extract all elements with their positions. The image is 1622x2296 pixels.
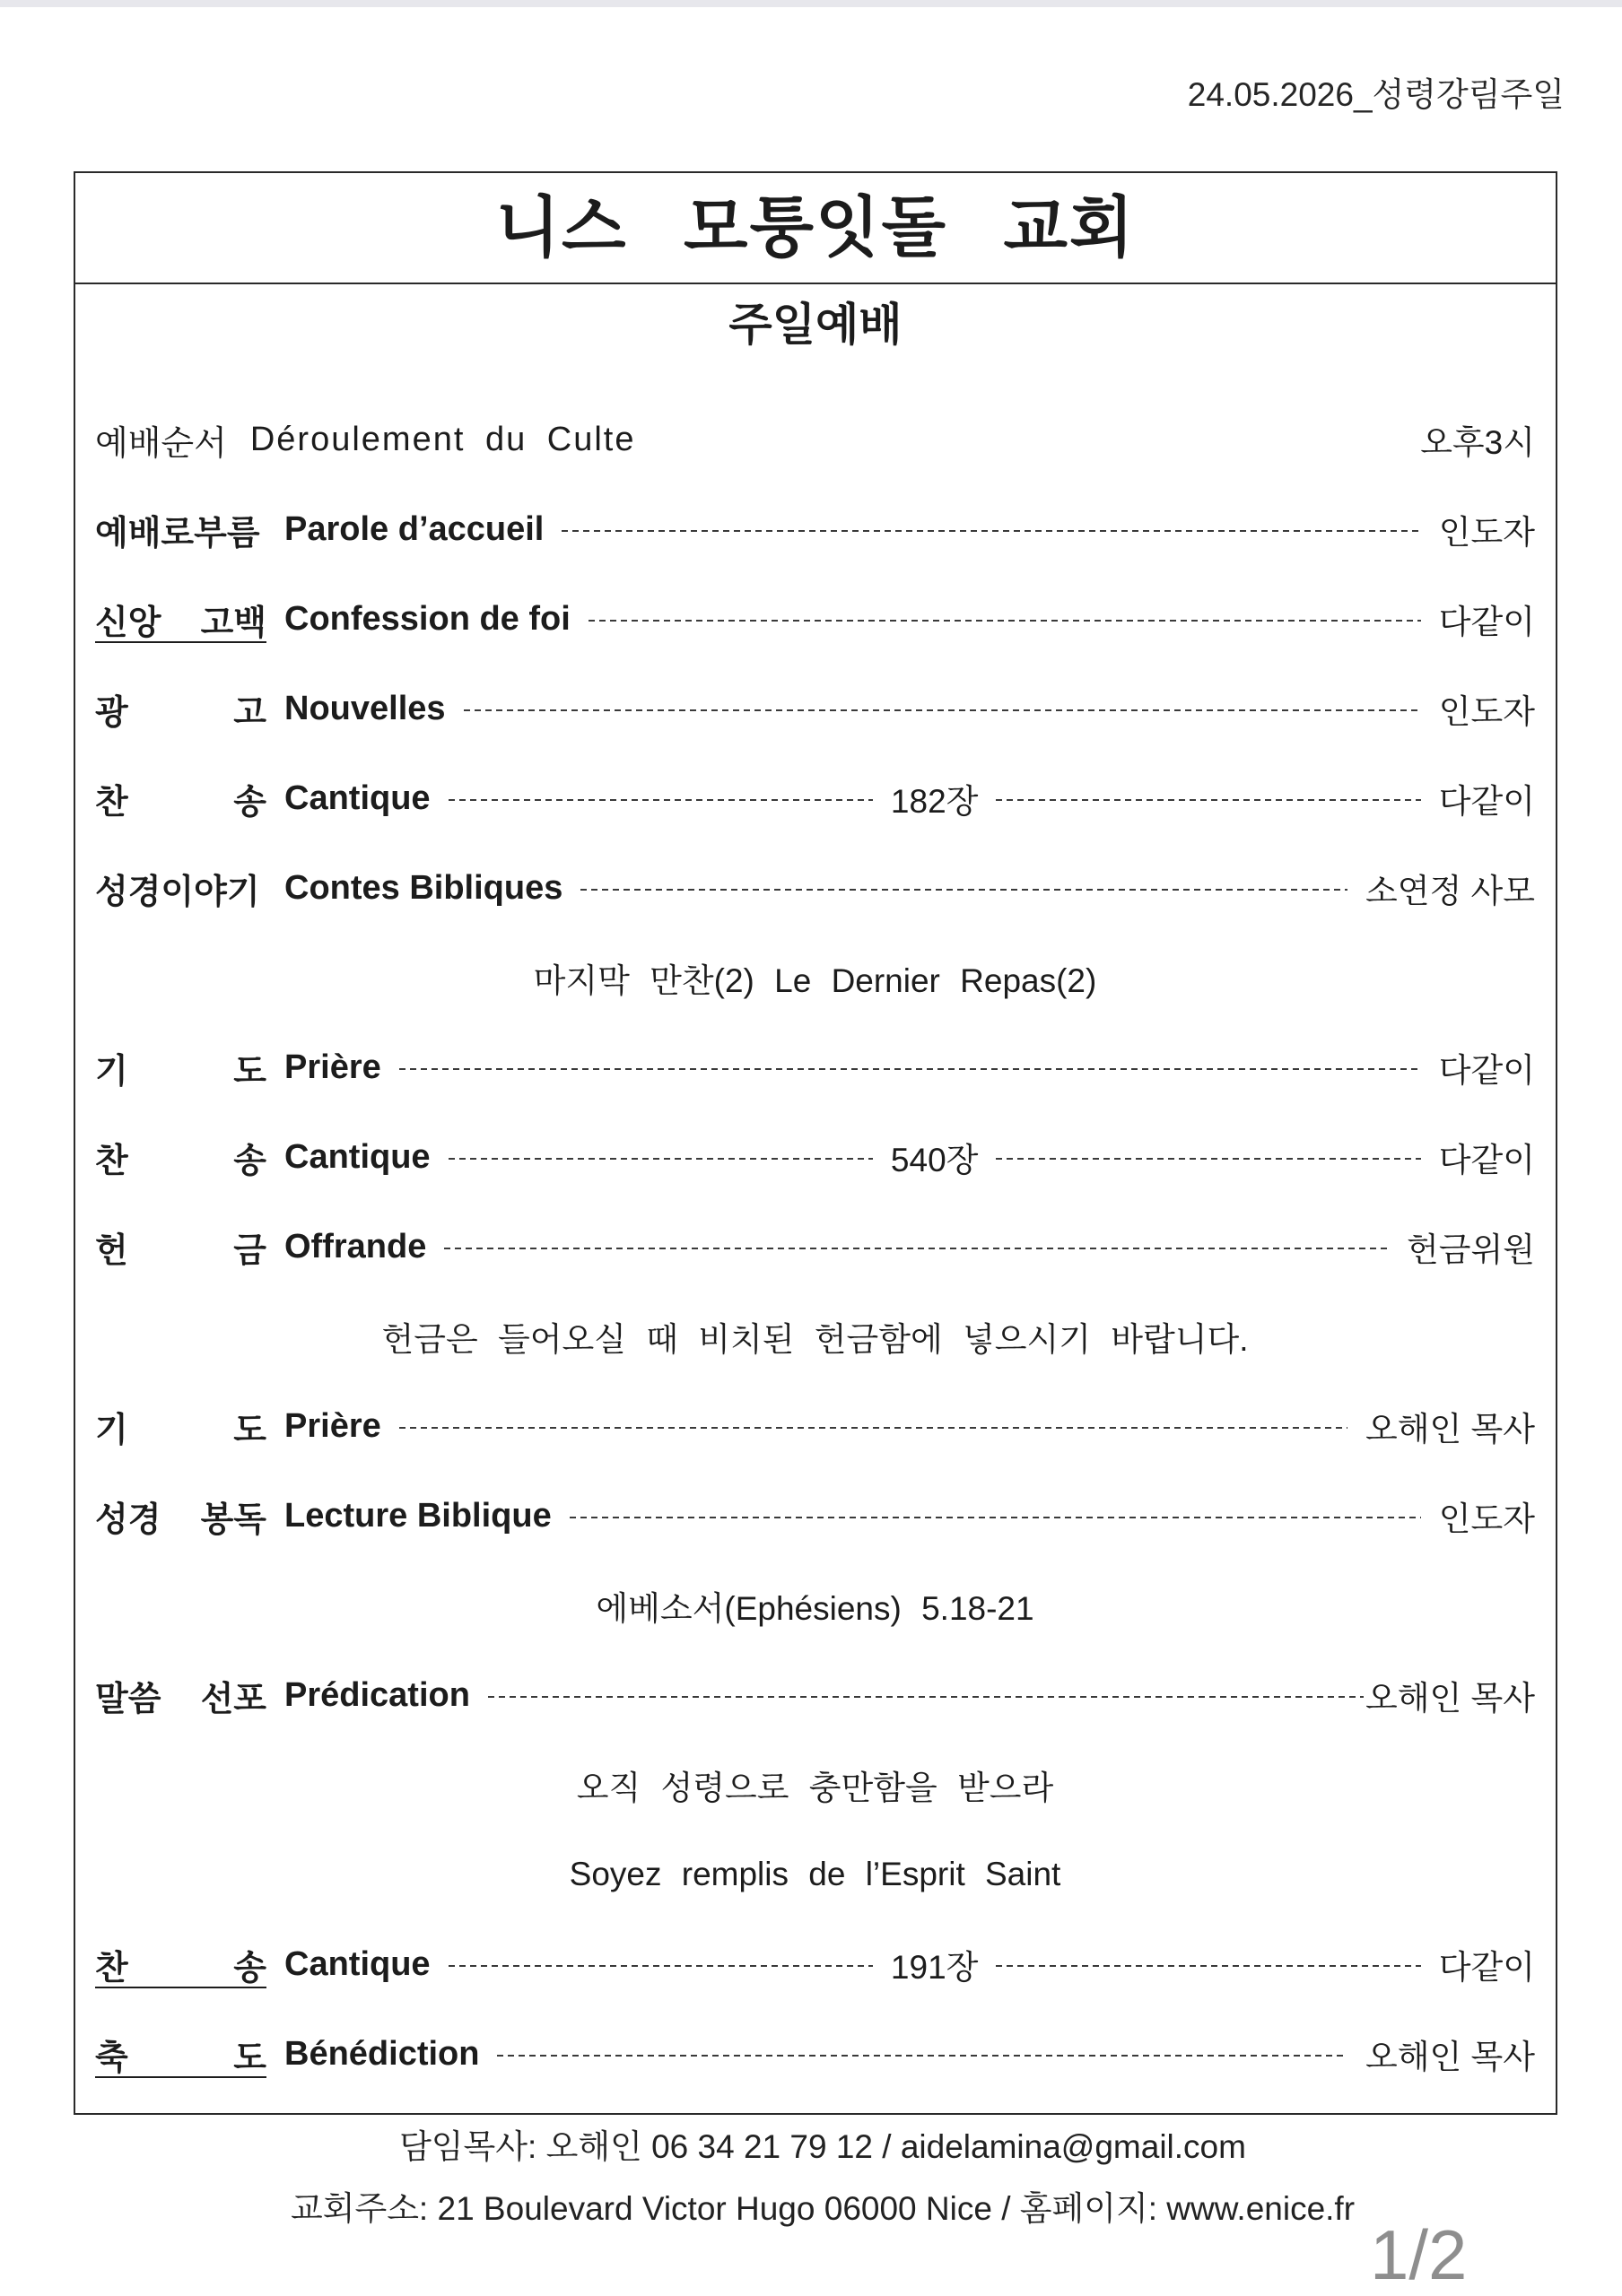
note-text: 오직 성령으로 충만함을 받으라 (576, 1770, 1054, 1806)
program-row-offering (75, 1202, 1556, 1292)
korean-item-label: 축 도 (95, 2039, 266, 2077)
note-text: 마지막 만찬(2) Le Dernier Repas(2) (533, 962, 1097, 999)
korean-item-label: 찬 송 (95, 1949, 266, 1987)
service-time: 오후3시 (1420, 424, 1535, 461)
item-leader-name: 인도자 (1438, 1500, 1535, 1537)
order-of-service (75, 365, 1556, 2099)
french-item-label: Parole d’accueil (284, 509, 545, 548)
french-item-label: Confession de foi (284, 599, 571, 638)
french-item-label: Prédication (284, 1675, 470, 1714)
program-row-scripture-reading (75, 1471, 1556, 1561)
dotted-leader-line (996, 799, 1420, 801)
item-leader-name: 헌금위원 (1407, 1231, 1535, 1268)
french-item-label: Cantique (284, 778, 431, 817)
french-item-label: Nouvelles (284, 689, 446, 727)
service-title: 주일예배 (728, 300, 903, 350)
program-row-hymn-1 (75, 753, 1556, 843)
order-of-service-label-korean: 예배순서 (95, 424, 227, 463)
dotted-leader-line (488, 1696, 1364, 1698)
program-row-prayer-1 (75, 1022, 1556, 1112)
korean-item-label: 찬 송 (95, 783, 266, 822)
french-item-label: Bénédiction (284, 2034, 480, 2073)
order-of-service-row (75, 395, 1556, 484)
dotted-leader-line (449, 1158, 873, 1160)
program-note-sermon-title-french (75, 1830, 1556, 1919)
french-item-label: Prière (284, 1048, 381, 1086)
note-text: 에베소서(Ephésiens) 5.18-21 (596, 1590, 1034, 1627)
pastor-contact: 담임목사: 오해인 06 34 21 79 12 / aidelamina@gmail.com (399, 2128, 1246, 2165)
bulletin-date: 24.05.2026_성령강림주일 (1187, 76, 1565, 113)
program-note-scripture-reference (75, 1561, 1556, 1650)
dotted-leader-line (444, 1248, 1389, 1249)
dotted-leader-line (399, 1068, 1421, 1070)
dotted-leader-line (570, 1517, 1421, 1518)
dotted-leader-line (497, 2055, 1347, 2057)
korean-item-label: 성경 봉독 (95, 1500, 266, 1539)
dotted-leader-line (996, 1965, 1420, 1967)
dotted-leader-line (589, 620, 1421, 622)
program-note-sermon-title-korean (75, 1740, 1556, 1830)
church-address: 교회주소: 21 Boulevard Victor Hugo 06000 Nice / 홈페이지: www.enice.fr (290, 2190, 1356, 2227)
note-text: Soyez remplis de l’Esprit Saint (569, 1856, 1061, 1892)
program-row-sermon (75, 1650, 1556, 1740)
item-leader-name: 오해인 목사 (1365, 1411, 1535, 1448)
program-row-benediction (75, 2009, 1556, 2099)
dotted-leader-line (562, 530, 1420, 532)
item-leader-name: 다같이 (1438, 1142, 1535, 1178)
page-number: 1/2 (1370, 2215, 1468, 2294)
dotted-leader-line (449, 799, 873, 801)
order-of-service-label-french: Déroulement du Culte (249, 420, 636, 458)
korean-item-label: 말씀 선포 (95, 1680, 266, 1718)
korean-item-label: 예배로부름 (95, 514, 260, 552)
french-item-label: Cantique (284, 1137, 431, 1176)
french-item-label: Lecture Biblique (284, 1496, 552, 1535)
korean-item-label: 헌 금 (95, 1231, 266, 1270)
item-leader-name: 소연정 사모 (1365, 873, 1535, 909)
dotted-leader-line (580, 889, 1347, 891)
item-leader-name: 다같이 (1438, 1949, 1535, 1986)
french-item-label: Offrande (284, 1227, 427, 1265)
program-row-bible-story (75, 843, 1556, 933)
item-leader-name: 인도자 (1438, 693, 1535, 730)
korean-item-label: 기 도 (95, 1052, 266, 1091)
korean-item-label: 신앙 고백 (95, 604, 266, 642)
program-note-offering-instruction (75, 1292, 1556, 1381)
french-item-label: Prière (284, 1406, 381, 1445)
program-row-announcements (75, 664, 1556, 753)
hymn-number: 191장 (890, 1949, 979, 1986)
note-text: 헌금은 들어오실 때 비치된 헌금함에 넣으시기 바랍니다. (381, 1321, 1249, 1358)
korean-item-label: 광 고 (95, 693, 266, 732)
dotted-leader-line (996, 1158, 1420, 1160)
item-leader-name: 오해인 목사 (1365, 1680, 1535, 1717)
hymn-number: 182장 (890, 783, 979, 820)
program-row-confession-of-faith (75, 574, 1556, 664)
item-leader-name: 오해인 목사 (1365, 2039, 1535, 2075)
program-row-hymn-3 (75, 1919, 1556, 2009)
hymn-number: 540장 (890, 1142, 979, 1178)
korean-item-label: 기 도 (95, 1411, 266, 1449)
program-note-bible-story-title (75, 933, 1556, 1022)
church-name: 니스 모퉁잇돌 교회 (75, 173, 1556, 284)
dotted-leader-line (399, 1427, 1347, 1429)
program-row-prayer-2 (75, 1381, 1556, 1471)
page-top-edge (0, 0, 1622, 7)
item-leader-name: 다같이 (1438, 604, 1535, 640)
program-row-hymn-2 (75, 1112, 1556, 1202)
korean-item-label: 성경이야기 (95, 873, 260, 911)
item-leader-name: 다같이 (1438, 783, 1535, 820)
dotted-leader-line (464, 709, 1421, 711)
korean-item-label: 찬 송 (95, 1142, 266, 1180)
item-leader-name: 다같이 (1438, 1052, 1535, 1089)
bulletin-frame (74, 171, 1557, 2115)
item-leader-name: 인도자 (1438, 514, 1535, 551)
french-item-label: Contes Bibliques (284, 868, 563, 907)
french-item-label: Cantique (284, 1944, 431, 1983)
dotted-leader-line (449, 1965, 873, 1967)
program-row-call-to-worship (75, 484, 1556, 574)
